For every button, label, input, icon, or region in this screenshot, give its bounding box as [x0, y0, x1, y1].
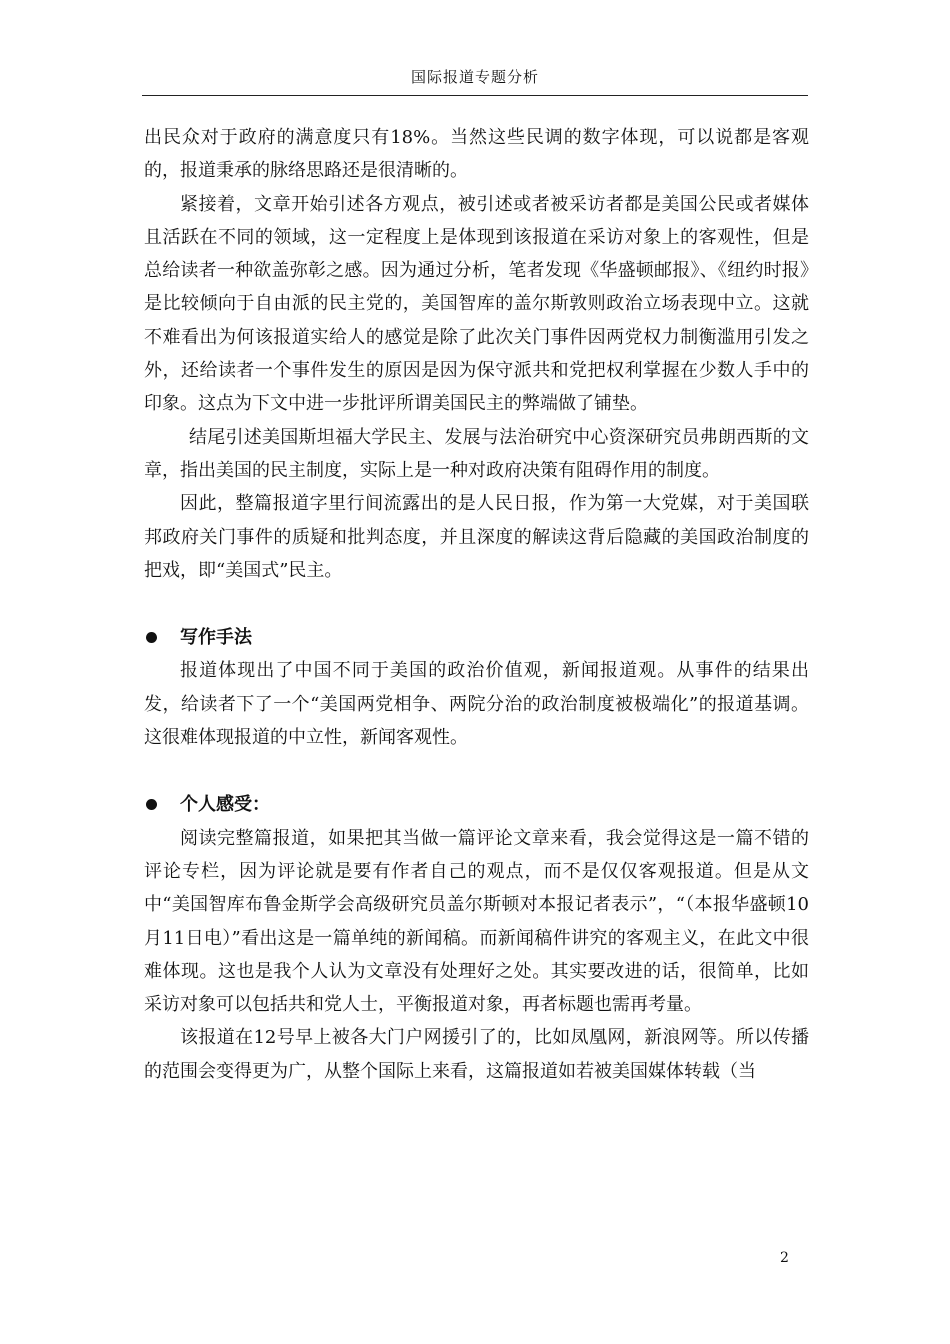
page-number: 2 [780, 1250, 789, 1266]
paragraph-5: 报道体现出了中国不同于美国的政治价值观，新闻报道观。从事件的结果出发，给读者下了一个“美国两党相争、两院分治的政治制度被极端化”的报道基调。这很难体现报道的中立性，新闻客观性。 [144, 660, 809, 749]
section-heading-label: 写作手法 [180, 627, 252, 649]
paragraph-3: 结尾引述美国斯坦福大学民主、发展与法治研究中心资深研究员弗朗西斯的文章，指出美国的民主制度，实际上是一种对政府决策有阻碍作用的制度。 [144, 426, 809, 481]
page-header-title: 国际报道专题分析 [410, 68, 539, 86]
paragraph-4: 因此，整篇报道字里行间流露出的是人民日报，作为第一大党媒，对于美国联邦政府关门事件的质疑和批判态度，并且深度的解读这背后隐藏的美国政治制度的把戏，即“美国式”民主。 [144, 493, 809, 581]
paragraph-6: 阅读完整篇报道，如果把其当做一篇评论文章来看，我会觉得这是一篇不错的评论专栏，因为评论就是要有作者自己的观点，而不是仅仅客观报道。但是从文中“美国智库布鲁金斯学会高级研究员盖尔斯顿对本报记者表示”，“（本报华盛顿10月11日电）”看出这是一篇单纯的新闻稿。而新闻稿件讲究的客观主义，在此文中很难体现。这也是我个人认为文章没有处理好之处。其实要改进的话，很简单，比如采访对象可以包括共和党人士，平衡报道对象，再者标题也需再考量。 [144, 827, 809, 1016]
document-body [144, 121, 809, 1088]
header-divider [142, 95, 808, 96]
section-heading-writing-technique [144, 621, 809, 654]
section-spacer [144, 587, 809, 621]
paragraph-7: 该报道在12号早上被各大门户网援引了的，比如凤凰网，新浪网等。所以传播的范围会变得更为广，从整个国际上来看，这篇报道如若被美国媒体转载（当 [144, 1027, 809, 1082]
bullet-icon [146, 799, 157, 810]
bullet-icon [146, 632, 157, 643]
section-heading-personal-feelings [144, 788, 809, 821]
section-spacer [144, 754, 809, 788]
paragraph-1: 出民众对于政府的满意度只有18%。当然这些民调的数字体现，可以说都是客观的，报道秉承的脉络思路还是很清晰的。 [144, 127, 809, 182]
section-heading-label: 个人感受： [180, 794, 270, 816]
paragraph-2: 紧接着，文章开始引述各方观点，被引述或者被采访者都是美国公民或者媒体且活跃在不同的领域，这一定程度上是体现到该报道在采访对象上的客观性，但是总给读者一种欲盖弥彰之感。因为通过分析，笔者发现《华盛顿邮报》、《纽约时报》是比较倾向于自由派的民主党的，美国智库的盖尔斯敦则政治立场表现中立。这就不难看出为何该报道实给人的感觉是除了此次关门事件因两党权力制衡滥用引发之外，还给读者一个事件发生的原因是因为保守派共和党把权利掌握在少数人手中的印象。这点为下文中进一步批评所谓美国民主的弊端做了铺垫。 [144, 193, 809, 415]
